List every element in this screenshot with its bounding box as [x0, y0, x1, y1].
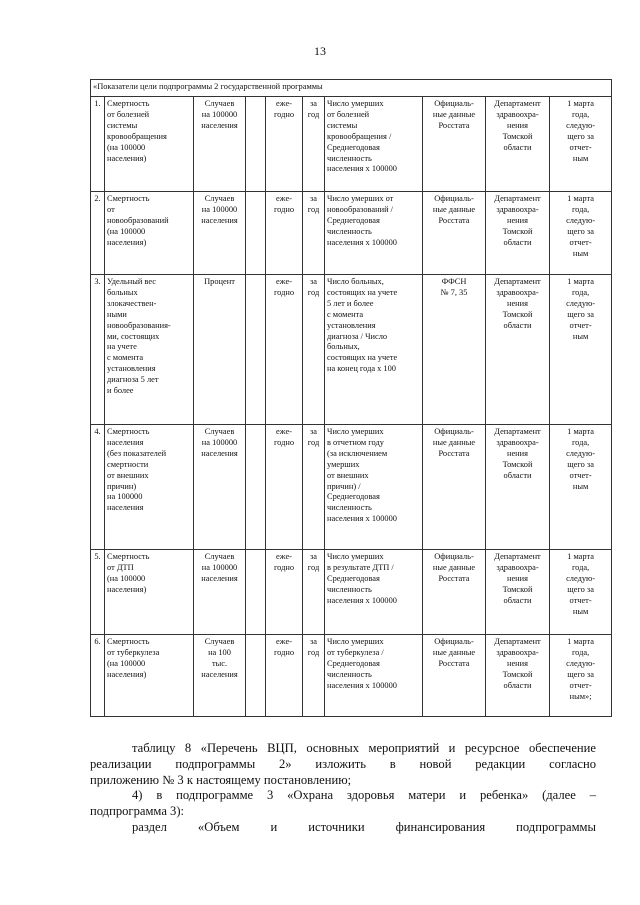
- cell-method: Число умерших от туберкулеза / Среднегодовая численность населения х 100000: [325, 635, 423, 717]
- cell-name: Смертность от туберкулеза (на 100000 населения): [105, 635, 194, 717]
- cell-method: Число умерших в отчетном году (за исключением умерших от внешних причин) / Среднегодовая численность населения х 100000: [325, 425, 423, 550]
- cell-unit: Процент: [194, 275, 246, 425]
- cell-freq: еже- годно: [266, 192, 303, 275]
- cell-empty: [246, 275, 266, 425]
- cell-freq: еже- годно: [266, 635, 303, 717]
- cell-num: 1.: [91, 97, 105, 192]
- cell-responsible: Департамент здравоохра- нения Томской области: [486, 97, 550, 192]
- cell-source: Официаль- ные данные Росстата: [423, 425, 486, 550]
- cell-freq: еже- годно: [266, 275, 303, 425]
- cell-empty: [246, 635, 266, 717]
- paragraph-line: подпрограмма 3):: [90, 804, 185, 819]
- paragraph-line: таблицу 8 «Перечень ВЦП, основных мероприятий и ресурсное обеспечение: [132, 741, 596, 755]
- cell-date: 1 марта года, следую- щего за отчет- ным: [550, 97, 612, 192]
- cell-unit: Случаев на 100000 населения: [194, 550, 246, 635]
- table-row: [91, 635, 612, 717]
- cell-unit: Случаев на 100 тыс. населения: [194, 635, 246, 717]
- cell-empty: [246, 97, 266, 192]
- cell-period: за год: [303, 425, 325, 550]
- table-row: [91, 97, 612, 192]
- cell-source: Официаль- ные данные Росстата: [423, 635, 486, 717]
- cell-date: 1 марта года, следую- щего за отчет- ным»;: [550, 635, 612, 717]
- cell-empty: [246, 425, 266, 550]
- cell-date: 1 марта года, следую- щего за отчет- ным: [550, 275, 612, 425]
- cell-unit: Случаев на 100000 населения: [194, 97, 246, 192]
- cell-name: Смертность от ДТП (на 100000 населения): [105, 550, 194, 635]
- cell-num: 3.: [91, 275, 105, 425]
- cell-empty: [246, 550, 266, 635]
- cell-num: 4.: [91, 425, 105, 550]
- cell-name: Смертность от болезней системы кровообращения (на 100000 населения): [105, 97, 194, 192]
- cell-responsible: Департамент здравоохра- нения Томской области: [486, 425, 550, 550]
- cell-freq: еже- годно: [266, 97, 303, 192]
- cell-unit: Случаев на 100000 населения: [194, 425, 246, 550]
- cell-source: Официаль- ные данные Росстата: [423, 192, 486, 275]
- cell-date: 1 марта года, следую- щего за отчет- ным: [550, 425, 612, 550]
- paragraph-line: приложению № 3 к настоящему постановлению;: [90, 772, 352, 787]
- cell-name: Удельный вес больных злокачествен- ными новообразования- ми, состоящих на учете с момента установления диагноза 5 лет и более: [105, 275, 194, 425]
- cell-freq: еже- годно: [266, 425, 303, 550]
- table-row: [91, 425, 612, 550]
- cell-source: Официаль- ные данные Росстата: [423, 97, 486, 192]
- cell-method: Число умерших от болезней системы кровообращения / Среднегодовая численность населения х 100000: [325, 97, 423, 192]
- cell-period: за год: [303, 635, 325, 717]
- cell-name: Смертность от новообразований (на 100000 населения): [105, 192, 194, 275]
- cell-period: за год: [303, 275, 325, 425]
- cell-period: за год: [303, 550, 325, 635]
- cell-method: Число умерших от новообразований / Среднегодовая численность населения х 100000: [325, 192, 423, 275]
- paragraph-line: 4) в подпрограмме 3 «Охрана здоровья матери и ребенка» (далее –: [132, 788, 596, 803]
- cell-method: Число умерших в результате ДТП / Среднегодовая численность населения х 100000: [325, 550, 423, 635]
- cell-responsible: Департамент здравоохра- нения Томской области: [486, 550, 550, 635]
- cell-num: 5.: [91, 550, 105, 635]
- table-row: [91, 550, 612, 635]
- indicators-table: [90, 79, 612, 717]
- cell-date: 1 марта года, следую- щего за отчет- ным: [550, 192, 612, 275]
- cell-method: Число больных, состоящих на учете 5 лет и более с момента установления диагноза / Число больных, состоящих на учете на конец года х 100: [325, 275, 423, 425]
- cell-source: ФФСН № 7, 35: [423, 275, 486, 425]
- body-text: [90, 741, 596, 836]
- page-number: 13: [314, 44, 326, 58]
- table-row: [91, 275, 612, 425]
- cell-unit: Случаев на 100000 населения: [194, 192, 246, 275]
- paragraph-line: раздел «Объем и источники финансирования подпрограммы: [132, 819, 596, 834]
- cell-date: 1 марта года, следую- щего за отчет- ным: [550, 550, 612, 635]
- cell-responsible: Департамент здравоохра- нения Томской области: [486, 275, 550, 425]
- cell-period: за год: [303, 97, 325, 192]
- cell-responsible: Департамент здравоохра- нения Томской области: [486, 192, 550, 275]
- cell-num: 2.: [91, 192, 105, 275]
- cell-responsible: Департамент здравоохра- нения Томской области: [486, 635, 550, 717]
- cell-name: Смертность населения (без показателей смертности от внешних причин) на 100000 населения: [105, 425, 194, 550]
- paragraph-line: реализации подпрограммы 2» изложить в новой редакции согласно: [90, 756, 596, 771]
- table-caption: «Показатели цели подпрограммы 2 государственной программы: [91, 80, 612, 97]
- cell-source: Официаль- ные данные Росстата: [423, 550, 486, 635]
- cell-empty: [246, 192, 266, 275]
- cell-num: 6.: [91, 635, 105, 717]
- cell-period: за год: [303, 192, 325, 275]
- cell-freq: еже- годно: [266, 550, 303, 635]
- table-row: [91, 192, 612, 275]
